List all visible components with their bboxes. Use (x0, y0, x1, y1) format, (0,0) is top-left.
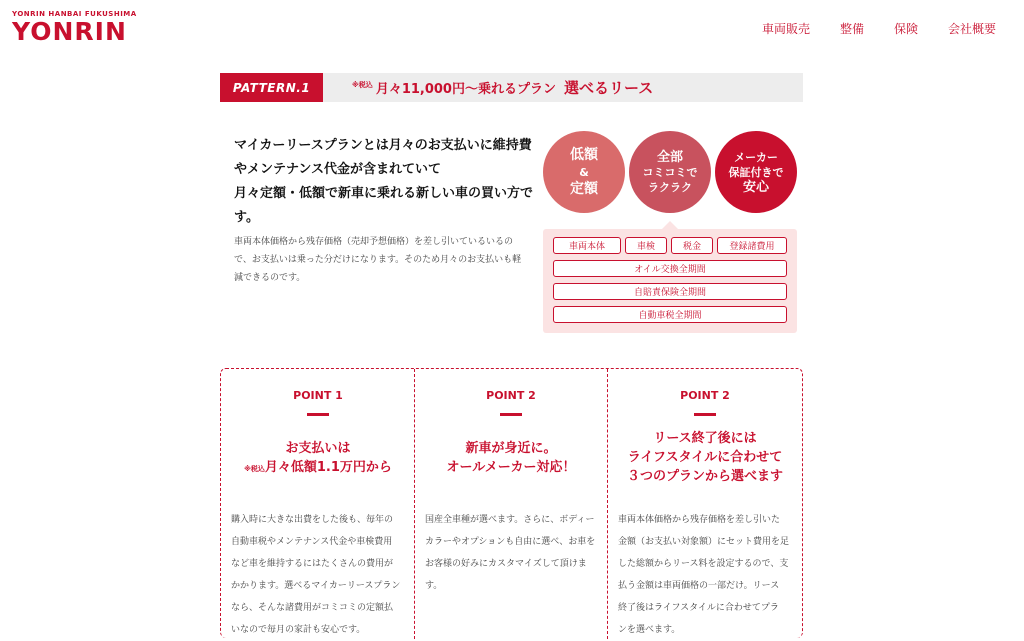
cost-chip: 車検 (625, 237, 667, 254)
point-label: POINT 2 (486, 389, 536, 402)
point-body-line: 購入時に大きな出費をした後も、毎年の (231, 515, 394, 525)
cost-chip: 車両本体 (553, 237, 621, 254)
intro-title-line: す。 (234, 210, 259, 225)
pattern-tag: PATTERN.1 (220, 73, 323, 102)
point-title-line: 月々低額1.1万円から (264, 460, 392, 475)
point-body-line: 終了後はライフスタイルに合わせてプラ (618, 603, 779, 613)
cost-chip: 自賠責保険全期間 (553, 283, 787, 300)
point-title-line: ライフスタイルに合わせて (627, 450, 783, 465)
point-body (425, 509, 597, 597)
intro-title-line: やメンテナンス代金が含まれていて (234, 162, 441, 177)
point-body-line: 自動車税やメンテナンス代金や車検費用 (231, 537, 393, 547)
logo-subtitle: YONRIN HANBAI FUKUSHIMA (12, 10, 137, 18)
nav-item-company[interactable]: 会社概要 (947, 22, 996, 36)
point-body-line: ンを選べます。 (618, 625, 681, 635)
point-body-line: カラーやオプションも自由に選べ、お車を (425, 537, 596, 547)
intro-body (234, 233, 534, 287)
feature-circle-warranty (715, 131, 797, 213)
point-divider (694, 413, 716, 416)
cost-chip: オイル交換全期間 (553, 260, 787, 277)
circle-text: & (579, 165, 589, 179)
point-label: POINT 1 (293, 389, 343, 402)
point-divider (500, 413, 522, 416)
point-body-line: 払う金額は車両価格の一部だけ。リース (618, 581, 780, 591)
logo[interactable] (12, 10, 137, 44)
circle-text: メーカー (734, 150, 778, 164)
nav-item-vehicle-sales[interactable]: 車両販売 (761, 22, 810, 36)
points-section (220, 368, 803, 638)
main-nav (762, 20, 996, 37)
point-body-line: 国産全車種が選べます。さらに、ボディー (425, 515, 595, 525)
point-title (221, 439, 415, 479)
point-body-line: した総額からリース料を設定するので、支 (618, 559, 789, 569)
point-card (221, 369, 415, 639)
point-body-line: なら、そんな諸費用がコミコミの定額払 (231, 603, 394, 613)
tax-note: ※税込 (352, 80, 373, 89)
point-title-line: お支払いは (285, 441, 351, 456)
pattern-heading-bar (220, 73, 803, 102)
point-title-line: オールメーカー対応！ (446, 460, 576, 475)
nav-item-maintenance[interactable]: 整備 (839, 22, 864, 36)
point-body-line: お客様の好みにカスタマイズして頂けま (425, 559, 587, 569)
circle-text: 全部 (656, 149, 683, 165)
circle-text: 定額 (570, 180, 598, 197)
point-body-line: など車を維持するにはたくさんの費用が (231, 559, 394, 569)
point-label: POINT 2 (680, 389, 730, 402)
circle-text: 低額 (570, 146, 598, 163)
circle-text: ラクラク (648, 180, 692, 194)
pattern-headline (352, 73, 653, 102)
point-body (231, 509, 403, 641)
point-card (414, 369, 608, 639)
pattern-lease-name: 選べるリース (563, 79, 654, 97)
point-body (618, 509, 790, 641)
cost-chip: 登録諸費用 (717, 237, 787, 254)
point-title-line: リース終了後には (653, 431, 757, 446)
point-title-line: ３つのプランから選べます (626, 469, 783, 484)
circle-text: コミコミで (642, 165, 698, 179)
intro-body-line: 減できるのです。 (234, 273, 306, 283)
site-header (0, 0, 1024, 60)
point-body-line: 金額（お支払い対象額）にセット費用を足 (618, 537, 790, 547)
intro-body-line: 車両本体価格から残存価格（売却予想価格）を差し引いているいるの (234, 237, 514, 247)
feature-circle-low-cost (543, 131, 625, 213)
circle-text: 安心 (742, 179, 769, 195)
included-costs-box (543, 229, 797, 333)
feature-circles (543, 131, 797, 213)
intro-title (234, 134, 534, 230)
point-divider (307, 413, 329, 416)
point-title (608, 429, 802, 486)
cost-chip: 税金 (671, 237, 713, 254)
intro-title-line: マイカーリースプランとは月々のお支払いに維持費 (234, 138, 532, 153)
point-body-line: いなので毎月の家計も安心です。 (231, 625, 366, 635)
nav-item-insurance[interactable]: 保険 (893, 22, 918, 36)
point-title-line: 新車が身近に。 (465, 441, 557, 456)
point-body-line: かかります。選べるマイカーリースプラン (231, 581, 401, 591)
point-body-line: す。 (425, 581, 443, 591)
intro-body-line: で、お支払いは乗った分だけになります。そのため月々のお支払いも軽 (234, 255, 522, 265)
feature-circle-all-inclusive (629, 131, 711, 213)
point-body-line: 車両本体価格から残存価格を差し引いた (618, 515, 781, 525)
circle-text: 保証付きで (728, 165, 784, 179)
tax-note: ※税込 (244, 465, 265, 473)
intro-title-line: 月々定額・低額で新車に乗れる新しい車の買い方で (234, 186, 534, 201)
point-title (415, 439, 607, 477)
cost-chip: 自動車税全期間 (553, 306, 787, 323)
point-card (608, 369, 802, 639)
logo-wordmark: YONRIN (12, 17, 127, 46)
pattern-price: 月々11,000円〜乗れるプラン (375, 82, 556, 97)
